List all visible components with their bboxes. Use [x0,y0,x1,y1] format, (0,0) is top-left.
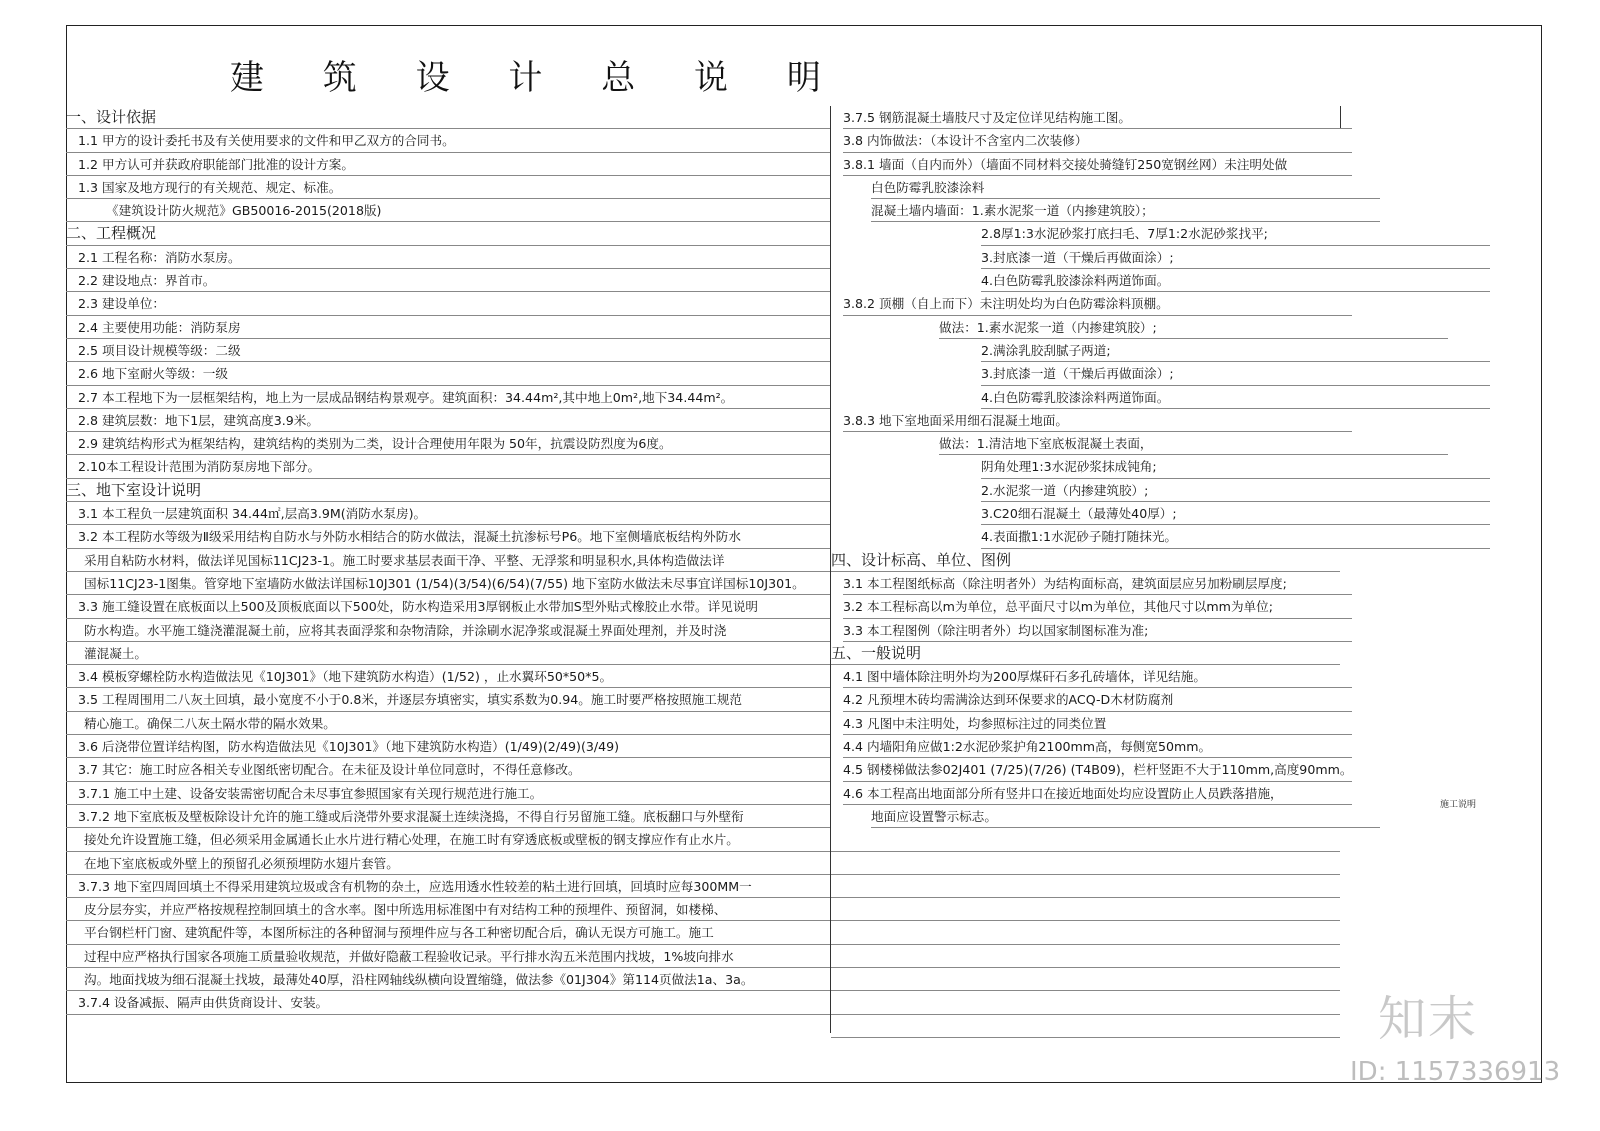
row-text: 1.1 甲方的设计委托书及有关使用要求的文件和甲乙双方的合同书。 [78,133,455,149]
left-text-row [66,269,830,292]
left-text-row [66,339,830,362]
right-text-row [831,595,1541,618]
row-text: 4.1 图中墙体除注明外均为200厚煤矸石多孔砖墙体，详见结施。 [843,665,1352,688]
row-text: 3.8.3 地下室地面采用细石混凝土地面。 [843,409,1352,432]
row-text: 4.2 凡预埋木砖均需满涂达到环保要求的ACQ-D木材防腐剂 [843,688,1352,711]
row-text: 2.5 项目设计规模等级：二级 [78,342,241,358]
right-text-row [831,688,1541,711]
row-text: 二、工程概况 [66,224,157,243]
row-text: 3.8.2 顶棚（自上而下）未注明处均为白色防霉涂料顶棚。 [843,292,1352,315]
row-text: 3.1 本工程负一层建筑面积 34.44㎡,层高3.9M(消防水泵房)。 [78,506,427,522]
right-text-row [831,176,1541,199]
row-text: 2.1 工程名称：消防水泵房。 [78,249,241,265]
row-text: 2.9 建筑结构形式为框架结构，建筑结构的类别为二类，设计合理使用年限为 50年，抗震设防烈度为6度。 [78,436,672,452]
right-text-row [831,502,1541,525]
left-text-row [66,758,830,781]
row-text: 防水构造。水平施工缝浇灌混凝土前，应将其表面浮浆和杂物清除，并涂刷水泥净浆或混凝土界面处理剂，并及时浇 [84,622,727,638]
row-text: 平台钢栏杆门窗、建筑配件等，本图所标注的各种留洞与预埋件应与各工种密切配合后，确认无误方可施工。施工 [84,925,714,941]
right-text-row [831,292,1541,315]
right-column [831,106,1541,1038]
row-text: 3.封底漆一道（干燥后再做面涂）; [981,362,1490,385]
row-text: 3.7.2 地下室底板及壁板除设计允许的施工缝或后浇带外要求混凝土连续浇捣，不得自行另留施工缝。底板翻口与外壁衔 [78,808,744,824]
right-text-row [831,199,1541,222]
row-text: 3.1 本工程图纸标高（除注明者外）为结构面标高，建筑面层应另加粉刷层厚度; [843,572,1352,595]
left-text-row [66,735,830,758]
left-text-row [66,246,830,269]
row-text: 白色防霉乳胶漆涂料 [871,176,1380,199]
row-text: 混凝土墙内墙面：1.素水泥浆一道（内掺建筑胶）； [871,199,1380,222]
right-text-row [831,386,1541,409]
row-text: 2.8厚1:3水泥砂浆打底扫毛、7厚1:2水泥砂浆找平; [981,222,1490,245]
row-text: 采用自粘防水材料，做法详见国标11CJ23-1。施工时要求基层表面干净、平整、无浮浆和明显积水,具体构造做法详 [84,552,725,568]
right-blank-row [831,945,1541,968]
right-text-row [831,758,1541,781]
right-blank-row [831,852,1541,875]
left-text-row [66,525,830,548]
right-text-row [831,129,1541,152]
row-text: 4.6 本工程高出地面部分所有竖井口在接近地面处均应设置防止人员跌落措施， [843,782,1352,805]
right-blank-row [831,875,1541,898]
left-text-row [66,921,830,944]
left-text-row [66,362,830,385]
left-text-row [66,432,830,455]
row-text: 做法：1.清洁地下室底板混凝土表面， [939,432,1448,455]
row-text: 4.3 凡图中未注明处，均参照标注过的同类位置 [843,712,1352,735]
row-text: 做法：1.素水泥浆一道（内掺建筑胶）; [939,316,1448,339]
left-text-row [66,619,830,642]
row-text: 3.6 后浇带位置详结构图，防水构造做法见《10J301》（地下建筑防水构造）(1/49)(2/49)(3/49) [78,739,620,755]
row-text: 2.2 建设地点：界首市。 [78,273,216,289]
right-text-row [831,572,1541,595]
row-text: 4.白色防霉乳胶漆涂料两道饰面。 [981,386,1490,409]
row-text: 在地下室底板或外壁上的预留孔必须预埋防水翅片套管。 [84,855,399,871]
page-title: 建 筑 设 计 总 说 明 [230,58,845,98]
left-text-row [66,898,830,921]
left-text-row [66,176,830,199]
right-blank-row [831,898,1541,921]
row-text: 3.2 本工程防水等级为Ⅱ级采用结构自防水与外防水相结合的防水做法，混凝土抗渗标号P6。地下室侧墙底板结构外防水 [78,529,741,545]
right-text-row [831,735,1541,758]
sheet-label: 施工说明 [1440,800,1477,810]
row-text: 沟。地面找坡为细石混凝土找坡，最薄处40厚，沿柱网轴线纵横向设置缩缝，做法参《01J304》第114页做法1a、3a。 [84,971,754,987]
row-text: 《建筑设计防火规范》GB50016-2015(2018版) [106,203,382,219]
row-text: 五、一般说明 [831,642,1340,665]
row-text: 国标11CJ23-1图集。管穿地下室墙防水做法详国标10J301 (1/54)(3/54)(6/54)(7/55) 地下室防水做法未尽事宜详国标10J301。 [84,575,805,591]
left-text-row [66,991,830,1014]
left-text-row [66,572,830,595]
row-text: 3.3 本工程图例（除注明者外）均以国家制图标准为准; [843,619,1352,642]
left-text-row [66,222,830,245]
right-text-row [831,642,1541,665]
left-text-row [66,642,830,665]
left-text-row [66,292,830,315]
row-text: 3.3 施工缝设置在底板面以上500及顶板底面以下500处，防水构造采用3厚钢板止水带加S型外贴式橡胶止水带。详见说明 [78,599,759,615]
row-text: 3.C20细石混凝土（最薄处40厚）; [981,502,1490,525]
left-text-row [66,386,830,409]
left-text-row [66,782,830,805]
row-text: 4.5 钢楼梯做法参02J401 (7/25)(7/26) (T4B09)，栏杆竖距不大于110mm,高度90mm。 [843,758,1352,781]
left-text-row [66,153,830,176]
row-text: 灌混凝土。 [84,645,147,661]
right-text-row [831,805,1541,828]
right-text-row [831,782,1541,805]
row-text: 3.7.4 设备减振、隔声由供货商设计、安装。 [78,995,329,1011]
row-text: 3.7.5 钢筋混凝土墙肢尺寸及定位详见结构施工图。 [843,106,1352,129]
right-text-row [831,269,1541,292]
row-text: 一、设计依据 [66,108,157,126]
row-text: 2.6 地下室耐火等级：一级 [78,366,228,382]
right-text-row [831,665,1541,688]
left-text-row [66,852,830,875]
right-text-row [831,409,1541,432]
left-text-row [66,875,830,898]
row-text: 地面应设置警示标志。 [871,805,1380,828]
row-text: 3.2 本工程标高以m为单位，总平面尺寸以m为单位，其他尺寸以mm为单位; [843,595,1352,618]
row-text: 2.10本工程设计范围为消防泵房地下部分。 [78,459,321,475]
right-text-row [831,222,1541,245]
left-text-row [66,455,830,478]
row-text: 2.8 建筑层数：地下1层，建筑高度3.9米。 [78,412,319,428]
left-text-row [66,712,830,735]
left-text-row [66,688,830,711]
row-text: 3.7.1 施工中土建、设备安装需密切配合未尽事宜参照国家有关现行规范进行施工。 [78,785,543,801]
row-text: 四、设计标高、单位、图例 [831,549,1340,572]
left-text-row [66,945,830,968]
right-text-row [831,153,1541,176]
left-text-row [66,502,830,525]
row-text: 2.7 本工程地下为一层框架结构，地上为一层成品钢结构景观亭。建筑面积：34.44m²,其中地上0m²,地下34.44m²。 [78,389,734,405]
row-text: 2.4 主要使用功能：消防泵房 [78,319,241,335]
right-text-row [831,106,1541,129]
left-text-row [66,595,830,618]
row-text: 3.封底漆一道（干燥后再做面涂）; [981,246,1490,269]
row-text: 皮分层夯实，并应严格按规程控制回填土的含水率。图中所选用标准图中有对结构工种的预埋件、预留洞，如楼梯、 [84,902,727,918]
right-text-row [831,246,1541,269]
row-text: 精心施工。确保二八灰土隔水带的隔水效果。 [84,715,336,731]
row-text: 接处允许设置施工缝，但必须采用金属通长止水片进行精心处理，在施工时有穿透底板或壁板的钢支撑应作有止水片。 [84,832,739,848]
left-text-row [66,316,830,339]
row-text: 3.7 其它：施工时应各相关专业图纸密切配合。在未征及设计单位同意时，不得任意修改。 [78,762,581,778]
right-blank-row [831,828,1541,851]
row-text: 4.4 内墙阳角应做1:2水泥砂浆护角2100mm高，每侧宽50mm。 [843,735,1352,758]
row-text: 3.8.1 墙面（自内而外）（墙面不同材料交接处骑缝钉250宽钢丝网）未注明处做 [843,153,1352,176]
left-text-row [66,549,830,572]
row-text: 4.白色防霉乳胶漆涂料两道饰面。 [981,269,1490,292]
row-text: 3.7.3 地下室四周回填土不得采用建筑垃圾或含有机物的杂土，应选用透水性较差的粘土进行回填，回填时应每300MM一 [78,878,752,894]
row-text: 1.3 国家及地方现行的有关规范、规定、标准。 [78,179,342,195]
right-text-row [831,455,1541,478]
watermark-id: ID: 1157336913 [1350,1057,1561,1087]
left-text-row [66,828,830,851]
row-text: 2.3 建设单位： [78,296,166,312]
right-blank-row [831,921,1541,944]
row-text: 2.满涂乳胶刮腻子两道; [981,339,1490,362]
right-text-row [831,339,1541,362]
right-text-row [831,525,1541,548]
left-text-row [66,199,830,222]
right-text-row [831,619,1541,642]
row-text: 1.2 甲方认可并获政府职能部门批准的设计方案。 [78,156,354,172]
right-text-row [831,362,1541,385]
row-text: 三、地下室设计说明 [66,480,202,499]
row-text: 3.8 内饰做法：（本设计不含室内二次装修） [843,129,1352,152]
row-text: 4.表面撒1:1水泥砂子随打随抹光。 [981,525,1490,548]
left-text-row [66,665,830,688]
right-text-row [831,316,1541,339]
left-column [66,106,830,1015]
row-text: 3.4 模板穿螺栓防水构造做法见《10J301》（地下建筑防水构造）(1/52) ，止水翼环50*50*5。 [78,669,613,685]
right-text-row [831,432,1541,455]
right-text-row [831,549,1541,572]
row-text: 3.5 工程周围用二八灰土回填，最小宽度不小于0.8米，并逐层夯填密实，填实系数为0.94。施工时要严格按照施工规范 [78,692,743,708]
left-text-row [66,409,830,432]
left-text-row [66,805,830,828]
row-text: 2.水泥浆一道（内掺建筑胶）; [981,479,1490,502]
left-text-row [66,968,830,991]
row-text: 阴角处理1:3水泥砂浆抹成钝角; [981,455,1490,478]
right-text-row [831,479,1541,502]
row-text: 过程中应严格执行国家各项施工质量验收规范，并做好隐蔽工程验收记录。平行排水沟五米范围内找坡，1%坡向排水 [84,948,734,964]
left-text-row [66,106,830,129]
left-text-row [66,479,830,502]
watermark-logo: 知末 [1378,991,1479,1047]
right-text-row [831,712,1541,735]
left-text-row [66,129,830,152]
